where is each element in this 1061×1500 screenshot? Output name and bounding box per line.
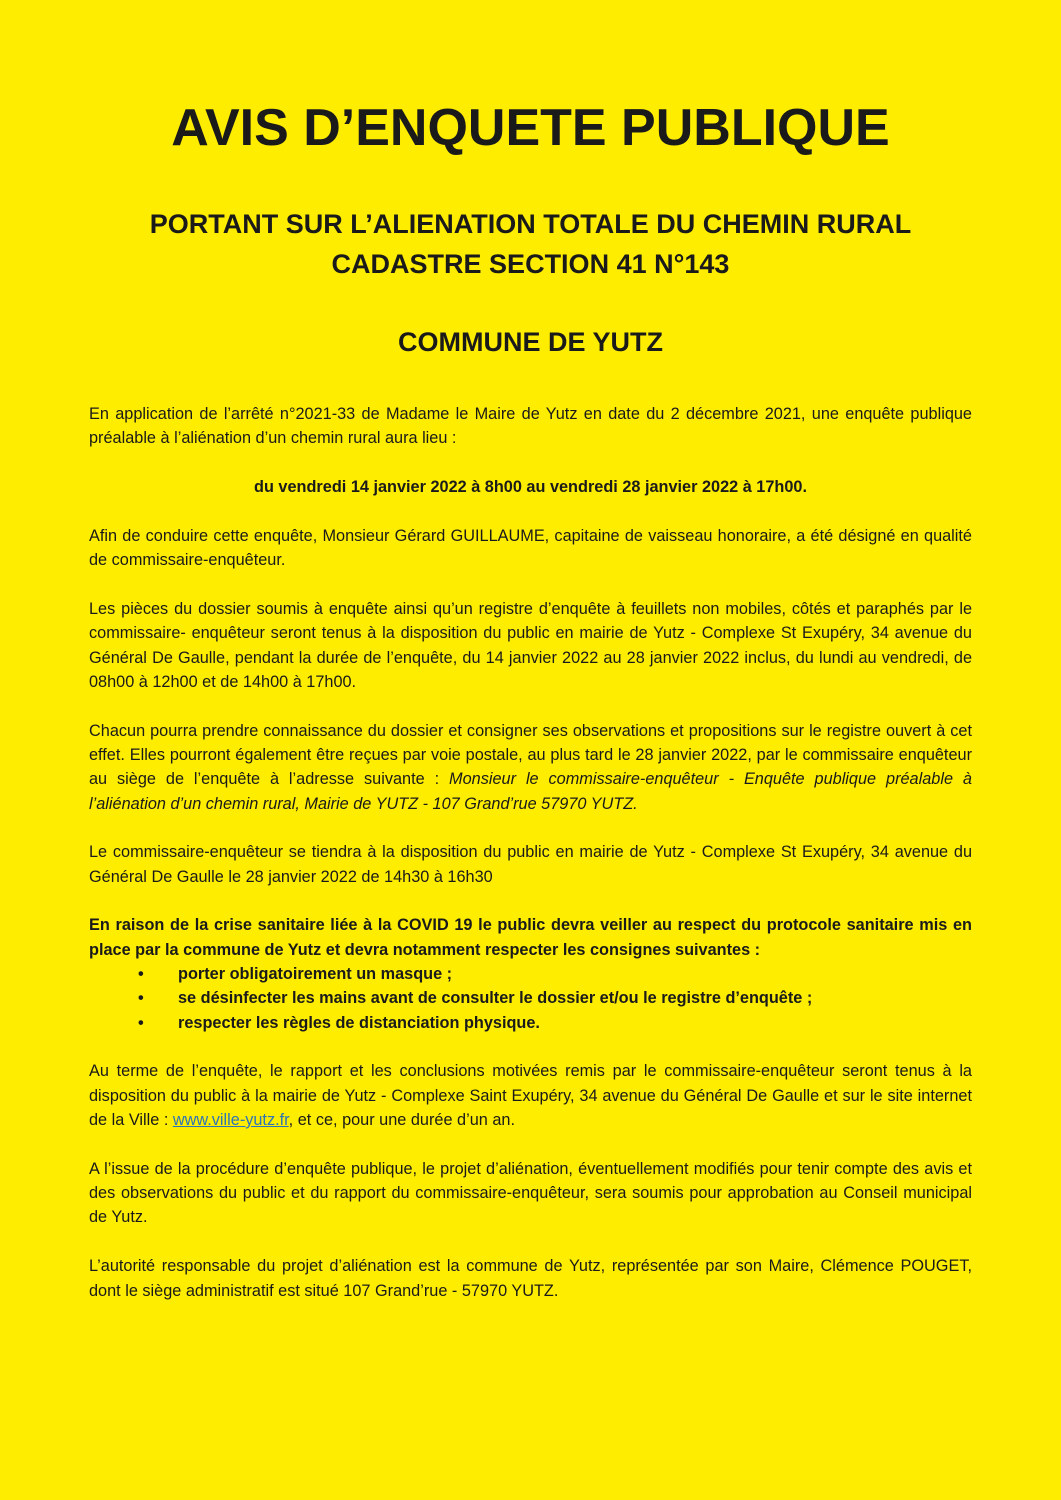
ville-website-link[interactable]: www.ville-yutz.fr <box>172 1111 289 1130</box>
permanence-paragraph: Le commissaire-enquêteur se tiendra à la disposition du public en mairie de Yutz - Complexe St Exupéry, 34 avenue du Général De Gaulle le 28 janvier 2022 de 14h30 à 16h30 <box>89 843 972 886</box>
bullet-icon: • <box>138 989 144 1008</box>
rapport-text: Au terme de l’enquête, le rapport et les conclusions motivées remis par le commissaire-enquêteur seront tenus à la disposition du public à la mairie de Yutz - Complexe Saint Exupéry, 34 avenue du Général De Gaulle et sur le site internet de la Ville : <box>89 1062 972 1130</box>
dates-paragraph: du vendredi 14 janvier 2022 à 8h00 au vendredi 28 janvier 2022 à 17h00. <box>254 478 807 497</box>
notice-body <box>89 402 972 1303</box>
commune-heading: COMMUNE DE YUTZ <box>397 327 663 357</box>
observations-text: Chacun pourra prendre connaissance du dossier et consigner ses observations et propositions sur le registre ouvert à cet effet. Elles pourront également être reçues par voie postale, au plus tard le 28 janvier 2022, par le commissaire enquêteur au siège de l’enquête à l’adresse suivante : <box>89 721 972 789</box>
subtitle-line-1: PORTANT SUR L’ALIENATION TOTALE DU CHEMIN RURAL <box>149 209 912 239</box>
commissaire-paragraph: Afin de conduire cette enquête, Monsieur Gérard GUILLAUME, capitaine de vaisseau honoraire, a été désigné en qualité de commissaire-enquêteur. <box>89 526 972 570</box>
bullet-icon: • <box>138 965 144 984</box>
rule-text: porter obligatoirement un masque ; <box>178 965 453 984</box>
intro-paragraph: En application de l’arrêté n°2021-33 de Madame le Maire de Yutz en date du 2 décembre 2021, une enquête publique préalable à l’aliénation d’un chemin rural aura lieu : <box>89 405 972 448</box>
covid-paragraph: En raison de la crise sanitaire liée à la COVID 19 le public devra veiller au respect du protocole sanitaire mis en place par la commune de Yutz et devra notamment respecter les consignes suivantes : <box>89 916 972 959</box>
page-title: AVIS D’ENQUETE PUBLIQUE <box>171 99 890 157</box>
list-item <box>89 1011 972 1035</box>
rule-text: respecter les règles de distanciation physique. <box>178 1013 540 1032</box>
observations-address: Monsieur le commissaire-enquêteur - Enquête publique préalable à l’aliénation d’un chemin rural, Mairie de YUTZ - 107 Grand’rue 57970 YUTZ. <box>89 770 972 813</box>
list-item <box>89 962 972 986</box>
observations-paragraph <box>89 719 972 816</box>
rapport-paragraph <box>89 1059 972 1132</box>
pieces-paragraph: Les pièces du dossier soumis à enquête ainsi qu’un registre d’enquête à feuillets non mobiles, côtés et paraphés par le commissaire- enquêteur seront tenus à la disposition du public en mairie de Yutz - Complexe St Exupéry, 34 avenue du Général De Gaulle, pendant la durée de l’enquête, du 14 janvier 2022 au 28 janvier 2022 inclus, du lundi au vendredi, de 08h00 à 12h00 et de 14h00 à 17h00. <box>89 599 972 691</box>
rapport-text-end: , et ce, pour une durée d’un an. <box>288 1111 515 1130</box>
rule-text: se désinfecter les mains avant de consulter le dossier et/ou le registre d’enquête ; <box>178 989 813 1008</box>
subtitle-line-2: CADASTRE SECTION 41 N°143 <box>331 249 730 279</box>
sanitary-rules-list <box>89 962 972 1035</box>
notice-subtitle <box>89 204 972 284</box>
bullet-icon: • <box>138 1013 144 1032</box>
issue-paragraph: A l’issue de la procédure d’enquête publique, le projet d’aliénation, éventuellement modifiés pour tenir compte des avis et des observations du public et du rapport du commissaire-enquêteur, sera soumis pour approbation au Conseil municipal de Yutz. <box>89 1159 972 1227</box>
list-item <box>89 986 972 1010</box>
autorite-paragraph: L’autorité responsable du projet d’aliénation est la commune de Yutz, représentée par son Maire, Clémence POUGET, dont le siège administratif est situé 107 Grand’rue - 57970 YUTZ. <box>89 1257 972 1300</box>
